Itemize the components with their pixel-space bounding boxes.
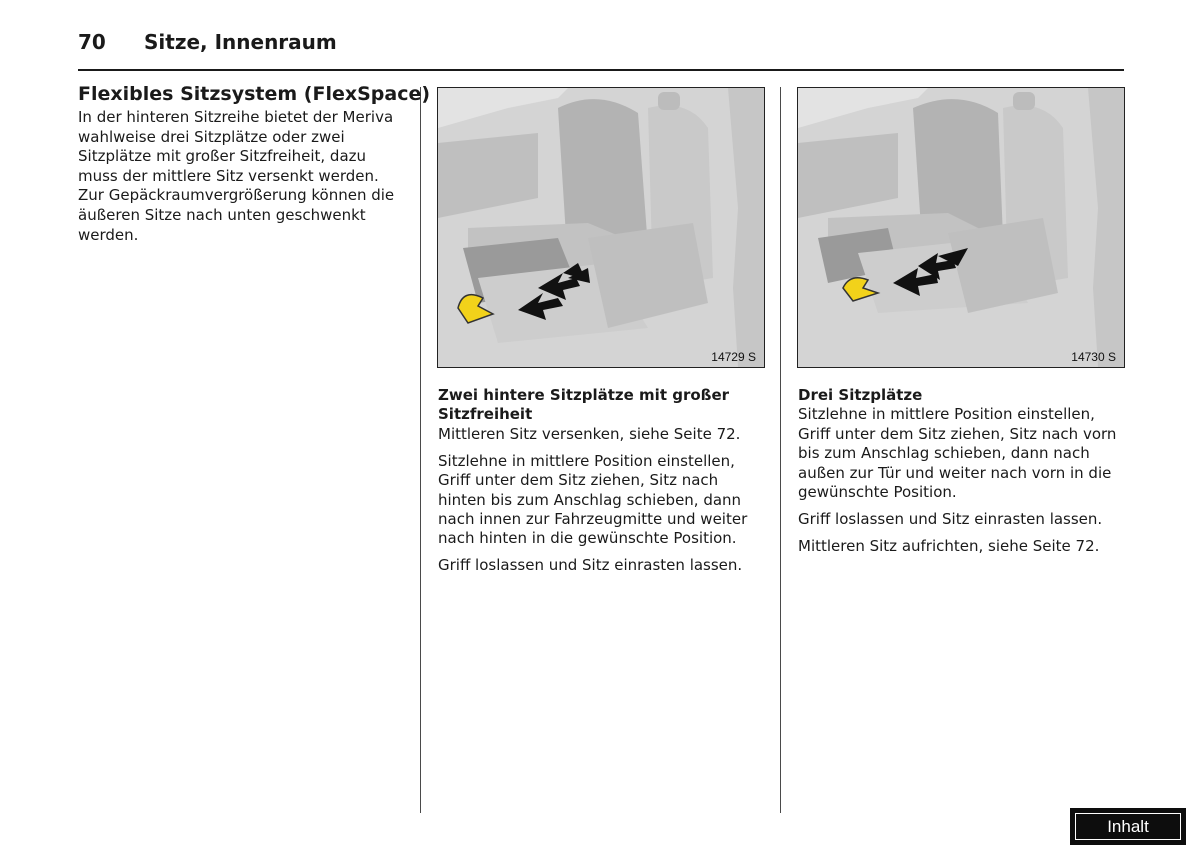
- figure-seat-forward: [797, 87, 1125, 368]
- column-two-text: [438, 386, 764, 583]
- figure-label: 14730 S: [1071, 350, 1116, 364]
- figure-label: 14729 S: [711, 350, 756, 364]
- page-header: [78, 28, 1124, 68]
- section-title: Flexibles Sitzsystem (FlexSpace): [78, 83, 431, 105]
- three-seats-step-2: Griff loslassen und Sitz einrasten lassen.: [798, 509, 1103, 528]
- column-divider-left: [420, 87, 421, 813]
- three-seats-step-1: Sitzlehne in mittlere Position einstellen, Griff unter dem Sitz ziehen, Sitz nach vorn bis zum Anschlag schieben, dann nach außen zur Tür und weiter nach vorn in die gewünschte Position.: [798, 405, 1117, 502]
- chapter-title: Sitze, Innenraum: [144, 30, 337, 54]
- three-seats-step-3: Mittleren Sitz aufrichten, siehe Seite 72.: [798, 536, 1100, 555]
- figure-seat-backward: [437, 87, 765, 368]
- page-number: 70: [78, 30, 106, 54]
- header-divider: [78, 69, 1124, 71]
- two-seats-step-3: Griff loslassen und Sitz einrasten lassen.: [438, 556, 743, 575]
- rear-seat-illustration-icon: [798, 88, 1124, 367]
- column-three-text: [798, 386, 1124, 564]
- column-divider-right: [780, 87, 781, 813]
- two-seats-step-2: Sitzlehne in mittlere Position einstellen, Griff unter dem Sitz ziehen, Sitz nach hinten bis zum Anschlag schieben, dann nach innen zur Fahrzeugmitte und weiter nach hinten in die gewünschte Position.: [438, 451, 748, 548]
- contents-button-label: Inhalt: [1075, 813, 1181, 840]
- contents-button[interactable]: [1070, 808, 1186, 845]
- intro-paragraph: In der hinteren Sitzreihe bietet der Meriva wahlweise drei Sitzplätze oder zwei Sitzplätze mit großer Sitzfreiheit, dazu muss der mittlere Sitz versenkt werden. Zur Gepäckraumvergrößerung können die äußeren Sitze nach unten geschwenkt werden.: [78, 108, 395, 244]
- three-seats-heading: Drei Sitzplätze: [798, 386, 923, 404]
- two-seats-heading: Zwei hintere Sitzplätze mit großer Sitzfreiheit: [438, 386, 730, 424]
- rear-seat-illustration-icon: [438, 88, 764, 367]
- two-seats-step-1: Mittleren Sitz versenken, siehe Seite 72.: [438, 424, 741, 443]
